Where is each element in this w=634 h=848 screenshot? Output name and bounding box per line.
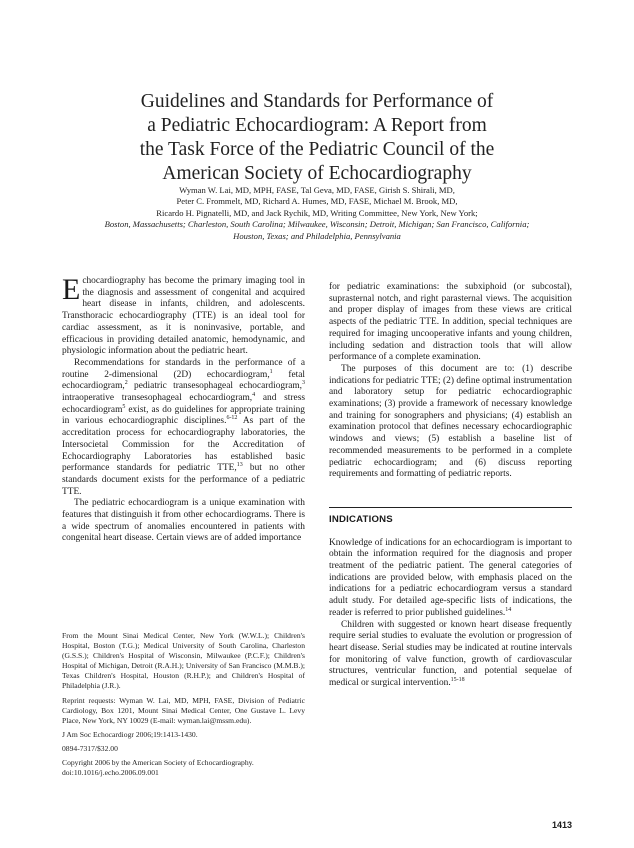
- copyright-line: Copyright 2006 by the American Society of Echocardiography.: [62, 758, 254, 768]
- reference-sup: 6-12: [226, 415, 238, 422]
- views-paragraph: for pediatric examinations: the subxiphoid (or subcostal), suprasternal notch, and right parasternal views. The acquisition and proper display of images from these views are critical aspects of the pediatric TTE. In addition, special techniques are required for imaging uncooperative infants and young children, including sedation and distraction tools that will allow performance of a complete examination.: [329, 282, 572, 363]
- title-line: a Pediatric Echocardiogram: A Report from: [147, 115, 487, 136]
- title-line: Guidelines and Standards for Performance of: [140, 91, 494, 112]
- paragraph-text: Children with suggested or known heart disease frequently require serial studies to evaluate the evolution or progression of heart disease. Serial studies may be indicated at routine intervals for monitoring of valve function, growth of cardiovascular structures, ventricular function, and potential sequelae of medical or surgical intervention.: [329, 619, 572, 689]
- author-line: Boston, Massachusetts; Charleston, South Carolina; Milwaukee, Wisconsin; Detroit, Michigan; San Francisco, California;: [104, 219, 530, 230]
- doi-line: doi:10.1016/j.echo.2006.09.001: [62, 768, 159, 778]
- paragraph-text: intraoperative transesophageal echocardiogram,: [62, 393, 253, 404]
- serial-studies-paragraph: [329, 620, 572, 690]
- issn-line: 0894-7317/$32.00: [62, 743, 118, 753]
- intro-text: chocardiography has become the primary imaging tool in the diagnosis and assessment of congenital and acquired heart disease in infants, children, and adolescents. Transthoracic echocardiography (TTE) is an ideal tool for cardiac assessment, as it is noninvasive, portable, and efficacious in providing detailed anatomic, hemodynamic, and physiologic information about the pediatric heart.: [62, 276, 305, 357]
- indications-paragraph: [329, 538, 572, 620]
- page-number: 1413: [551, 820, 572, 830]
- reference-sup: 14: [505, 606, 512, 613]
- intro-paragraph: [62, 273, 305, 358]
- paragraph-text: Recommendations for standards in the performance of a routine 2-dimensional (2D) echocardiogram,: [62, 357, 305, 380]
- reference-sup: 15-18: [450, 676, 465, 683]
- unique-exam-paragraph: The pediatric echocardiogram is a unique examination with features that distinguish it from other echocardiograms. There is a wide spectrum of anomalies encountered in patients with congenital heart disease. Certain views are of added importance: [62, 498, 305, 544]
- recommendations-paragraph: [62, 358, 305, 498]
- affiliations-note: From the Mount Sinai Medical Center, New York (W.W.L.); Children's Hospital, Boston (T.G.); Medical University of South Carolina, Charleston (G.S.S.); Children's Hospital of Wisconsin, Milwaukee (P.C.F.); Children's Hospital of Michigan, Detroit (R.A.H.); University of San Francisco (M.M.B.); Texas Children's Hospital, Houston (R.H.P.); and Children's Hospital of Philadelphia (J.R.).: [62, 631, 305, 691]
- drop-cap: E: [62, 273, 81, 306]
- paragraph-text: but no other standards document exists for the performance of a pediatric TTE.: [62, 463, 305, 497]
- reference-sup: 2: [124, 380, 128, 387]
- paragraph-text: exist, as do guidelines for appropriate training in various echocardiographic disciplines.: [62, 404, 305, 427]
- journal-citation: J Am Soc Echocardiogr 2006;19:1413-1430.: [62, 729, 198, 739]
- title-line: American Society of Echocardiography: [162, 163, 472, 184]
- right-column: [329, 282, 572, 690]
- reference-sup: 3: [302, 380, 305, 387]
- left-column: [62, 273, 306, 545]
- purposes-paragraph: The purposes of this document are to: (1) describe indications for pediatric TTE; (2) define optimal instrumentation and laboratory setup for pediatric echocardiographic examinations; (3) provide a framework of necessary knowledge and training for sonographers and physicians; (4) establish an examination protocol that defines necessary echocardiographic windows and views; (5) establish a baseline list of recommended measurements to be performed in a complete pediatric echocardiogram; and (6) discuss reporting requirements and formatting of pediatric reports.: [329, 363, 572, 480]
- footnotes: [62, 631, 305, 778]
- paragraph-text: Knowledge of indications for an echocardiogram is important to obtain the information required for the diagnosis and proper treatment of the pediatric patient. The general categories of indications are provided below, with emphasis placed on the indications for a pediatric echocardiogram versus a standard adult study. For detailed age-specific lists of indications, the reader is referred to prior published guidelines.: [329, 537, 572, 618]
- paragraph-text: and stress echocardiogram: [62, 393, 305, 415]
- paragraph-text: As part of the accreditation process for echocardiography laboratories, the Intersocietal Commission for the Accreditation of Echocardiography Laboratories has established basic performance standards for pediatric TTE,: [62, 416, 305, 474]
- author-block: [40, 185, 594, 242]
- paragraph-text: fetal echocardiogram,: [62, 369, 306, 392]
- reference-sup: 4: [252, 391, 256, 398]
- reprints-note: Reprint requests: Wyman W. Lai, MD, MPH, FASE, Division of Pediatric Cardiology, Box 1201, Mount Sinai Medical Center, One Gustave L. Levy Place, New York, NY 10029 (E-mail: wyman.lai@mssm.edu).: [62, 695, 305, 725]
- section-heading-indications: INDICATIONS: [329, 507, 572, 526]
- author-line: Wyman W. Lai, MD, MPH, FASE, Tal Geva, MD, FASE, Girish S. Shirali, MD,: [179, 185, 455, 195]
- paragraph-text: pediatric transesophageal echocardiogram,: [127, 381, 302, 392]
- reference-sup: 1: [269, 368, 273, 375]
- author-line: Peter C. Frommelt, MD, Richard A. Humes, MD, FASE, Michael M. Brook, MD,: [176, 196, 458, 207]
- reference-sup: 13: [236, 462, 243, 469]
- reference-sup: 5: [122, 403, 126, 410]
- title-line: the Task Force of the Pediatric Council of the: [139, 139, 495, 160]
- article-title: [80, 90, 554, 186]
- author-line: Houston, Texas; and Philadelphia, Pennsylvania: [233, 230, 401, 241]
- author-line: Ricardo H. Pignatelli, MD, and Jack Rychik, MD, Writing Committee, New York, New York;: [156, 207, 478, 218]
